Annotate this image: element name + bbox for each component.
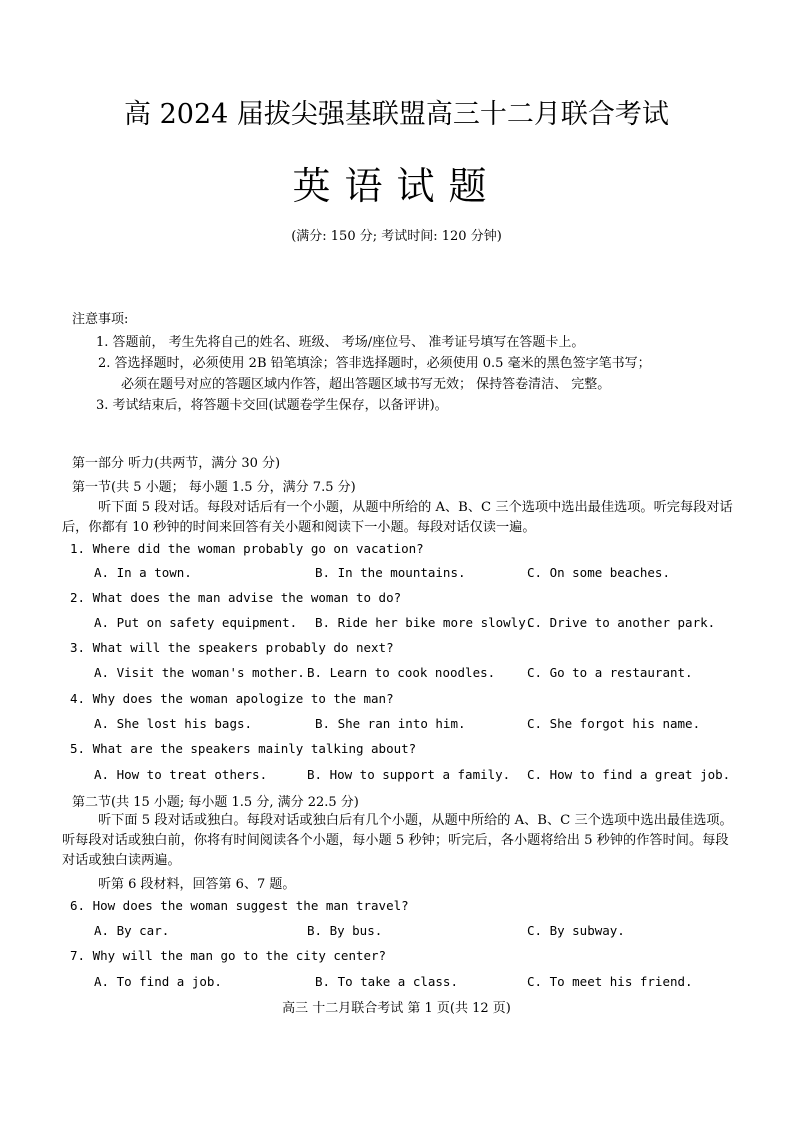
part1-heading: 第一部分 听力(共两节，满分 30 分) bbox=[72, 456, 281, 471]
section2-heading: 第二节(共 15 小题; 每小题 1.5 分, 满分 22.5 分) bbox=[72, 795, 359, 810]
question-6: 6. How does the woman suggest the man travel? bbox=[70, 898, 409, 913]
notice-item-2-cont: 必须在题号对应的答题区域内作答，超出答题区域书写无效； 保持答卷清洁、 完整。 bbox=[121, 377, 611, 392]
section1-instructions: 听下面 5 段对话。每段对话后有一个小题，从题中所给的 A、B、C 三个选项中选出最佳选项。听完每段对话后，你都有 10 秒钟的时间来回答有关小题和阅读下一小题。每段对话仅读一遍。 bbox=[62, 500, 733, 535]
question-5: 5. What are the speakers mainly talking about? bbox=[70, 741, 417, 756]
question-1: 1. Where did the woman probably go on vacation? bbox=[70, 541, 424, 556]
subject-title: 英语试题 bbox=[292, 164, 501, 208]
q7-option-a: A. To find a job. bbox=[94, 974, 222, 989]
page-footer: 高三 十二月联合考试 第 1 页(共 12 页) bbox=[282, 1001, 511, 1016]
q3-option-b: B. Learn to cook noodles. bbox=[307, 665, 496, 680]
q5-option-a: A. How to treat others. bbox=[94, 767, 268, 782]
q1-option-c: C. On some beaches. bbox=[527, 565, 670, 580]
material-6-instruction: 听第 6 段材料，回答第 6、7 题。 bbox=[98, 877, 296, 892]
notice-item-2: 2. 答选择题时，必须使用 2B 铅笔填涂；答非选择题时，必须使用 0.5 毫米的黑色签字笔书写； bbox=[98, 356, 651, 371]
q4-option-c: C. She forgot his name. bbox=[527, 716, 701, 731]
question-3: 3. What will the speakers probably do next? bbox=[70, 640, 394, 655]
q3-option-a: A. Visit the woman's mother. bbox=[94, 665, 305, 680]
section2-instructions: 听下面 5 段对话或独白。每段对话或独白后有几个小题，从题中所给的 A、B、C 三个选项中选出最佳选项。听每段对话或独白前，你将有时间阅读各个小题，每小题 5 秒钟；听完后，各小题将给出 5 秒钟的作答时间。每段对话或独白读两遍。 bbox=[62, 813, 733, 868]
q6-option-a: A. By car. bbox=[94, 923, 170, 938]
section1-heading: 第一节(共 5 小题； 每小题 1.5 分，满分 7.5 分) bbox=[72, 480, 356, 495]
q7-option-b: B. To take a class. bbox=[315, 974, 458, 989]
q7-option-c: C. To meet his friend. bbox=[527, 974, 693, 989]
exam-title: 高 2024 届拔尖强基联盟高三十二月联合考试 bbox=[124, 99, 669, 130]
q2-option-a: A. Put on safety equipment. bbox=[94, 615, 298, 630]
q2-option-c: C. Drive to another park. bbox=[527, 615, 716, 630]
question-2: 2. What does the man advise the woman to do? bbox=[70, 590, 402, 605]
q6-option-c: C. By subway. bbox=[527, 923, 625, 938]
q4-option-b: B. She ran into him. bbox=[315, 716, 466, 731]
q4-option-a: A. She lost his bags. bbox=[94, 716, 253, 731]
q1-option-a: A. In a town. bbox=[94, 565, 192, 580]
notice-item-3: 3. 考试结束后，将答题卡交回(试题卷学生保存，以备评讲)。 bbox=[96, 398, 448, 413]
q5-option-c: C. How to find a great job. bbox=[527, 767, 731, 782]
q5-option-b: B. How to support a family. bbox=[307, 767, 511, 782]
score-time-info: (满分: 150 分; 考试时间: 120 分钟) bbox=[291, 229, 502, 244]
notice-item-1: 1. 答题前， 考生先将自己的姓名、班级、 考场/座位号、 准考证号填写在答题卡上。 bbox=[96, 335, 585, 350]
question-4: 4. Why does the woman apologize to the man? bbox=[70, 691, 394, 706]
notice-heading: 注意事项: bbox=[72, 312, 129, 327]
q6-option-b: B. By bus. bbox=[307, 923, 383, 938]
q2-option-b: B. Ride her bike more slowly. bbox=[315, 615, 534, 630]
q1-option-b: B. In the mountains. bbox=[315, 565, 466, 580]
question-7: 7. Why will the man go to the city center? bbox=[70, 948, 387, 963]
q3-option-c: C. Go to a restaurant. bbox=[527, 665, 693, 680]
